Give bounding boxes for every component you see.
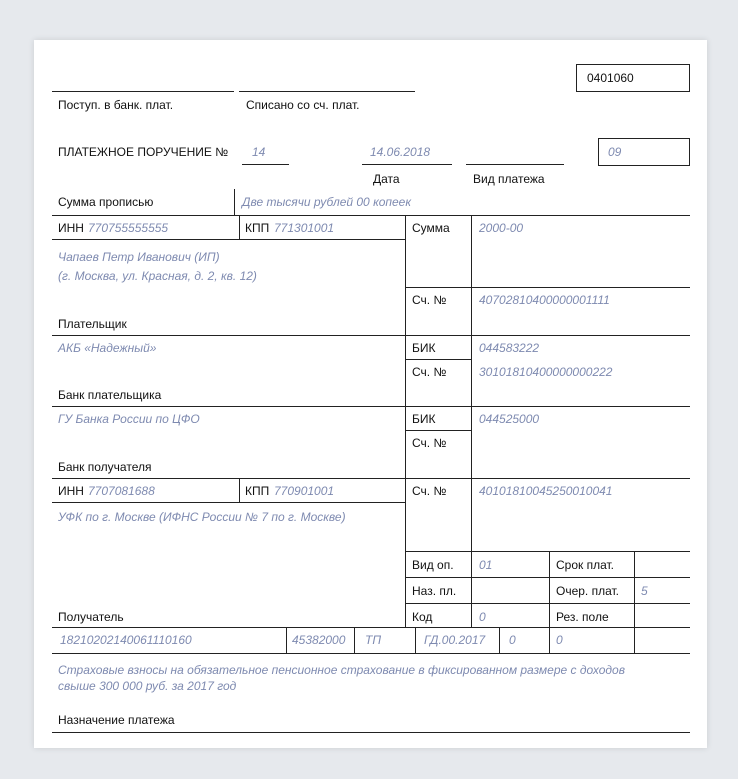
tax-divider-3 [415,627,416,653]
grid-line-2 [52,239,405,240]
form-code-box [576,64,690,92]
status-code-box [598,138,690,166]
grid-line-9 [52,502,405,503]
tax-divider-5 [549,627,550,653]
recipient-account-label: Сч. № [412,484,447,498]
grid-line-13 [52,627,690,628]
queue-label: Очер. плат. [556,584,620,598]
tax-divider-6 [634,627,635,653]
grid-line-15 [52,732,690,733]
payer-bank-bik: 044583222 [479,341,540,355]
column-divider-1 [405,215,406,627]
grid-line-12 [405,603,690,604]
recipient-bank-account-label: Сч. № [412,436,447,450]
amount-words-label: Сумма прописью [58,195,154,209]
grid-line-4 [52,335,690,336]
purpose-text-line2: свыше 300 000 руб. за 2017 год [58,679,237,693]
tax-basis: ТП [365,633,382,647]
code-value: 0 [479,610,486,624]
payer-name: Чапаев Петр Иванович (ИП) [58,250,220,264]
op-type: 01 [479,558,493,572]
grid-line-1 [52,215,690,216]
tax-divider-1 [286,627,287,653]
grid-line-6 [52,406,690,407]
received-line [52,91,234,92]
payment-order-form [34,40,707,748]
payment-type-label: Вид платежа [473,172,545,186]
purpose-text-line1: Страховые взносы на обязательное пенсионное страхование в фиксированном размере с доходов [58,663,625,677]
date-label: Дата [373,172,400,186]
reserve-label: Рез. поле [556,610,609,624]
recipient-bank-label: Банк получателя [58,460,152,474]
status-code: 09 [608,145,622,159]
payer-inn-label: ИНН [58,221,84,235]
tax-doc-date: 0 [556,633,563,647]
order-date-line [362,164,452,165]
purpose-code-label: Наз. пл. [412,584,457,598]
recipient-kpp: 770901001 [274,484,335,498]
payer-bank-account: 30101810400000000222 [479,365,613,379]
recipient-kpp-label: КПП [245,484,270,498]
debited-line [239,91,415,92]
amount-words-divider [234,189,235,215]
payer-bank-bik-label: БИК [412,341,436,355]
recipient-inn: 7707081688 [88,484,155,498]
tax-doc-number: 0 [509,633,516,647]
recipient-label: Получатель [58,610,124,624]
column-divider-4 [634,551,635,627]
payer-kpp-label: КПП [245,221,270,235]
grid-line-5 [405,359,471,360]
grid-line-10 [405,551,690,552]
code-label: Код [412,610,433,624]
recipient-name: УФК по г. Москве (ИФНС России № 7 по г. Москве) [58,510,346,524]
purpose-label: Назначение платежа [58,713,175,727]
tax-divider-2 [354,627,355,653]
tax-period: ГД.00.2017 [424,633,486,647]
grid-line-7 [405,430,471,431]
inn-kpp-divider-recipient [239,478,240,502]
inn-kpp-divider-payer [239,215,240,239]
payer-bank-label: Банк плательщика [58,388,162,402]
tax-oktmo: 45382000 [292,633,346,647]
recipient-inn-label: ИНН [58,484,84,498]
recipient-bank-name: ГУ Банка России по ЦФО [58,412,200,426]
tax-kbk: 18210202140061110160 [60,633,192,647]
recipient-bank-bik: 044525000 [479,412,540,426]
amount-words-value: Две тысячи рублей 00 копеек [242,195,412,209]
term-label: Срок плат. [556,558,615,572]
order-date: 14.06.2018 [370,145,431,159]
recipient-account: 40101810045250010041 [479,484,613,498]
form-code: 0401060 [587,71,634,85]
payer-label: Плательщик [58,317,127,331]
grid-line-11 [405,577,690,578]
order-number-line [242,164,289,165]
received-label: Поступ. в банк. плат. [58,98,174,112]
tax-divider-4 [499,627,500,653]
payer-bank-account-label: Сч. № [412,365,447,379]
payer-inn: 770755555555 [88,221,169,235]
column-divider-3 [549,551,550,627]
grid-line-8 [52,478,690,479]
payer-bank-name: АКБ «Надежный» [58,341,157,355]
order-title: ПЛАТЕЖНОЕ ПОРУЧЕНИЕ № [58,145,229,159]
column-divider-2 [471,215,472,627]
grid-line-14 [52,653,690,654]
op-type-label: Вид оп. [412,558,454,572]
payer-account-label: Сч. № [412,293,447,307]
amount-value: 2000-00 [479,221,524,235]
amount-label: Сумма [412,221,450,235]
payer-kpp: 771301001 [274,221,335,235]
queue-value: 5 [641,584,648,598]
payer-address: (г. Москва, ул. Красная, д. 2, кв. 12) [58,269,257,283]
grid-line-3 [405,287,690,288]
debited-label: Списано со сч. плат. [246,98,360,112]
payment-type-line [466,164,564,165]
order-number: 14 [252,145,266,159]
recipient-bank-bik-label: БИК [412,412,436,426]
payer-account: 40702810400000001111 [479,293,610,307]
